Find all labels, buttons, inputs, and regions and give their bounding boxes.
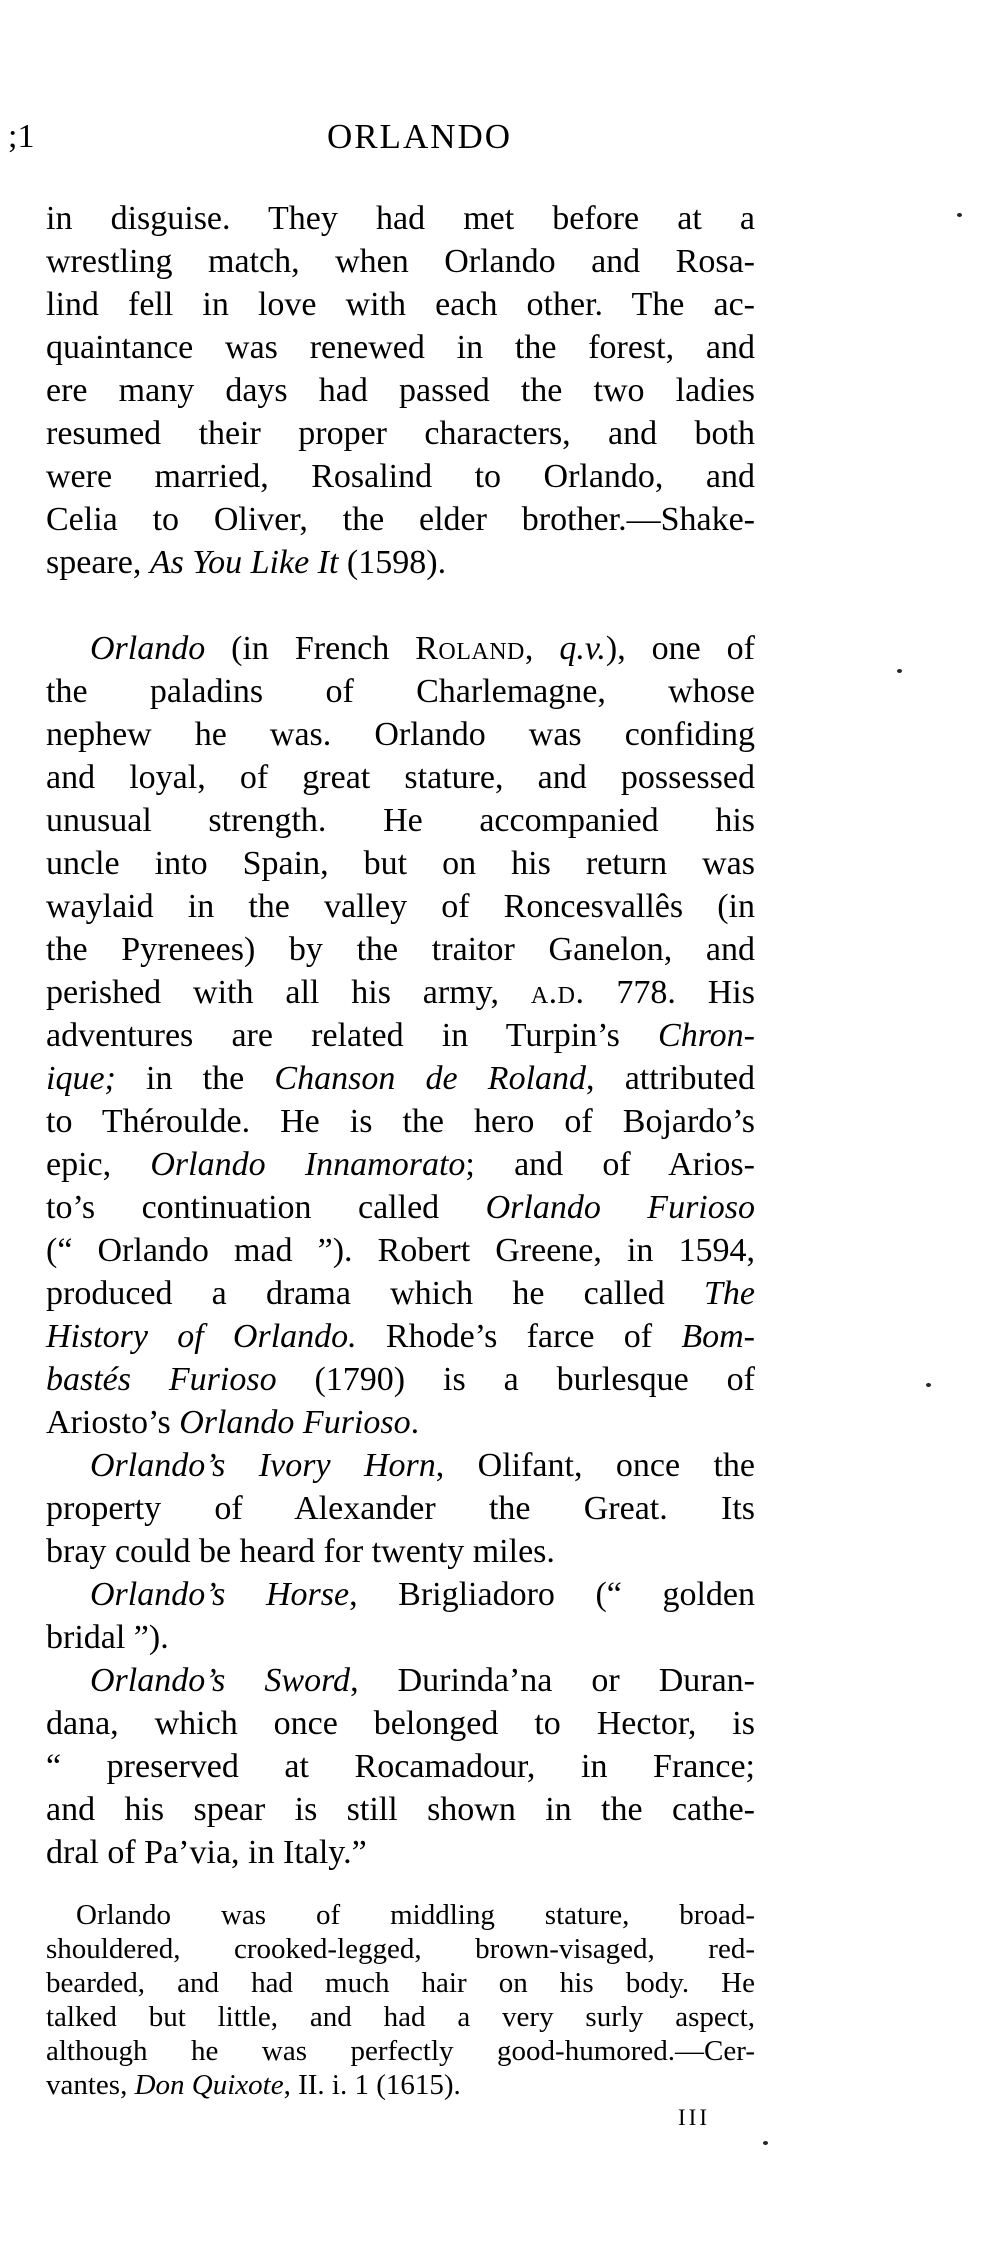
text: epic, <box>46 1146 151 1183</box>
text: to’s continuation called <box>46 1189 486 1226</box>
text-line <box>46 326 755 369</box>
italic-text: Orlando Innamorato <box>150 1146 466 1183</box>
text-line <box>46 1932 755 1966</box>
text-line <box>46 1057 755 1100</box>
text: vantes, <box>46 2069 135 2101</box>
text: “ preserved at Rocamadour, in France; <box>46 1748 755 1785</box>
text: to Théroulde. He is the hero of Bojardo’s <box>46 1103 755 1140</box>
text: ), one of <box>605 630 756 667</box>
body-text <box>46 197 755 2102</box>
text: the paladins of Charlemagne, whose <box>46 673 755 710</box>
text-line <box>46 2034 755 2068</box>
signature-mark: III <box>678 2105 710 2130</box>
text: and his spear is still shown in the cathe- <box>46 1791 755 1828</box>
italic-text: q.v. <box>559 630 606 667</box>
text: , Brigliadoro (“ golden <box>349 1576 756 1613</box>
text-line <box>46 1788 755 1831</box>
italic-text: Orlando Furioso <box>179 1404 411 1441</box>
text-line <box>46 885 755 928</box>
text-line <box>46 369 755 412</box>
italic-text: Orlando’s Horse <box>90 1576 350 1613</box>
smallcaps-text: a.d. <box>530 974 585 1011</box>
text-line <box>46 756 755 799</box>
text-line <box>46 1358 755 1401</box>
text-line <box>46 1014 755 1057</box>
paragraph <box>46 627 755 1444</box>
text-line <box>46 1659 755 1702</box>
text: unusual strength. He accompanied his <box>46 802 755 839</box>
text: although he was perfectly good-humored.—Cer- <box>46 2035 755 2067</box>
text-line <box>46 971 755 1014</box>
text: . <box>410 1404 420 1441</box>
text: , <box>524 630 560 667</box>
text-line <box>46 541 755 584</box>
paragraph <box>46 1898 755 2102</box>
text: dral of Pa’via, in Italy.” <box>46 1834 367 1871</box>
text: the Pyrenees) by the traitor Ganelon, and <box>46 931 755 968</box>
text: were married, Rosalind to Orlando, and <box>46 458 755 495</box>
scan-speck <box>926 1383 931 1387</box>
italic-text: As You Like It <box>149 544 339 581</box>
text-line <box>46 799 755 842</box>
scan-speck <box>897 669 902 673</box>
paragraph <box>46 1444 755 1573</box>
text-line <box>46 1229 755 1272</box>
text: nephew he was. Orlando was confiding <box>46 716 755 753</box>
text: (“ Orlando mad ”). Robert Greene, in 1594, <box>46 1232 755 1269</box>
text: 778. His <box>584 974 755 1011</box>
text-line <box>46 412 755 455</box>
text-line <box>46 1966 755 2000</box>
text: , Durinda’na or Duran- <box>350 1662 755 1699</box>
text: wrestling match, when Orlando and Rosa- <box>46 243 755 280</box>
text: bearded, and had much hair on his body. He <box>46 1967 755 1999</box>
italic-text: Orlando Furioso <box>485 1189 755 1226</box>
italic-text: Chanson de Roland <box>274 1060 587 1097</box>
italic-text: Chron- <box>658 1017 755 1054</box>
italic-text: Bom- <box>681 1318 755 1355</box>
smallcaps-text: Roland <box>415 630 525 667</box>
text: Orlando was of middling stature, broad- <box>76 1899 755 1931</box>
text: Rhode’s farce of <box>356 1318 682 1355</box>
text: bridal ”). <box>46 1619 169 1656</box>
italic-text: bastés Furioso <box>46 1361 277 1398</box>
text: dana, which once belonged to Hector, is <box>46 1705 755 1742</box>
italic-text: Orlando <box>90 630 206 667</box>
text: perished with all his army, <box>46 974 531 1011</box>
text-line <box>46 1143 755 1186</box>
text-line <box>46 713 755 756</box>
text-line <box>46 928 755 971</box>
text: , II. i. 1 (1615). <box>283 2069 461 2101</box>
text-line <box>46 240 755 283</box>
italic-text: ique; <box>46 1060 116 1097</box>
text-line <box>46 670 755 713</box>
text: talked but little, and had a very surly aspect, <box>46 2001 755 2033</box>
paragraph <box>46 1573 755 1659</box>
text: (1790) is a burlesque of <box>276 1361 755 1398</box>
text: property of Alexander the Great. Its <box>46 1490 755 1527</box>
text-line <box>46 1100 755 1143</box>
text: , attributed <box>586 1060 756 1097</box>
italic-text: The <box>704 1275 755 1312</box>
text: Ariosto’s <box>46 1404 180 1441</box>
text: produced a drama which he called <box>46 1275 704 1312</box>
text-line <box>46 842 755 885</box>
page-number: ;1 <box>8 118 35 155</box>
text-line <box>46 1898 755 1932</box>
text: ; and of Arios- <box>465 1146 755 1183</box>
text: quaintance was renewed in the forest, and <box>46 329 755 366</box>
text: , Olifant, once the <box>435 1447 755 1484</box>
text-line <box>46 498 755 541</box>
text-line <box>46 455 755 498</box>
italic-text: Orlando’s Ivory Horn <box>90 1447 436 1484</box>
text: resumed their proper characters, and both <box>46 415 755 452</box>
text-line <box>46 1530 755 1573</box>
text-line <box>46 1315 755 1358</box>
text-line <box>46 2068 755 2102</box>
italic-text: History of Orlando. <box>46 1318 357 1355</box>
text-line <box>46 197 755 240</box>
text: waylaid in the valley of Roncesvallês (in <box>46 888 755 925</box>
text-line <box>46 1186 755 1229</box>
text: adventures are related in Turpin’s <box>46 1017 659 1054</box>
text: bray could be heard for twenty miles. <box>46 1533 555 1570</box>
scan-speck <box>763 2141 768 2145</box>
text: uncle into Spain, but on his return was <box>46 845 755 882</box>
paragraph <box>46 1659 755 1874</box>
text: in the <box>115 1060 275 1097</box>
text: ere many days had passed the two ladies <box>46 372 755 409</box>
italic-text: Don Quixote <box>134 2069 284 2101</box>
text-line <box>46 283 755 326</box>
text-line <box>46 627 755 670</box>
text: shouldered, crooked-legged, brown-visaged, red- <box>46 1933 755 1965</box>
running-head: ORLANDO <box>326 117 513 156</box>
text: (1598). <box>338 544 447 581</box>
italic-text: Orlando’s Sword <box>90 1662 351 1699</box>
text-line <box>46 1616 755 1659</box>
text-line <box>46 1745 755 1788</box>
text-line <box>46 2000 755 2034</box>
text: (in French <box>205 630 416 667</box>
text-line <box>46 1487 755 1530</box>
text-line <box>46 1573 755 1616</box>
text: Celia to Oliver, the elder brother.—Shake- <box>46 501 755 538</box>
text: lind fell in love with each other. The ac- <box>46 286 755 323</box>
paragraph <box>46 197 755 584</box>
text: speare, <box>46 544 150 581</box>
text: in disguise. They had met before at a <box>46 200 755 237</box>
text-line <box>46 1444 755 1487</box>
scan-speck <box>957 213 962 217</box>
text-line <box>46 1831 755 1874</box>
text-line <box>46 1401 755 1444</box>
text-line <box>46 1272 755 1315</box>
text: and loyal, of great stature, and possessed <box>46 759 755 796</box>
text-line <box>46 1702 755 1745</box>
